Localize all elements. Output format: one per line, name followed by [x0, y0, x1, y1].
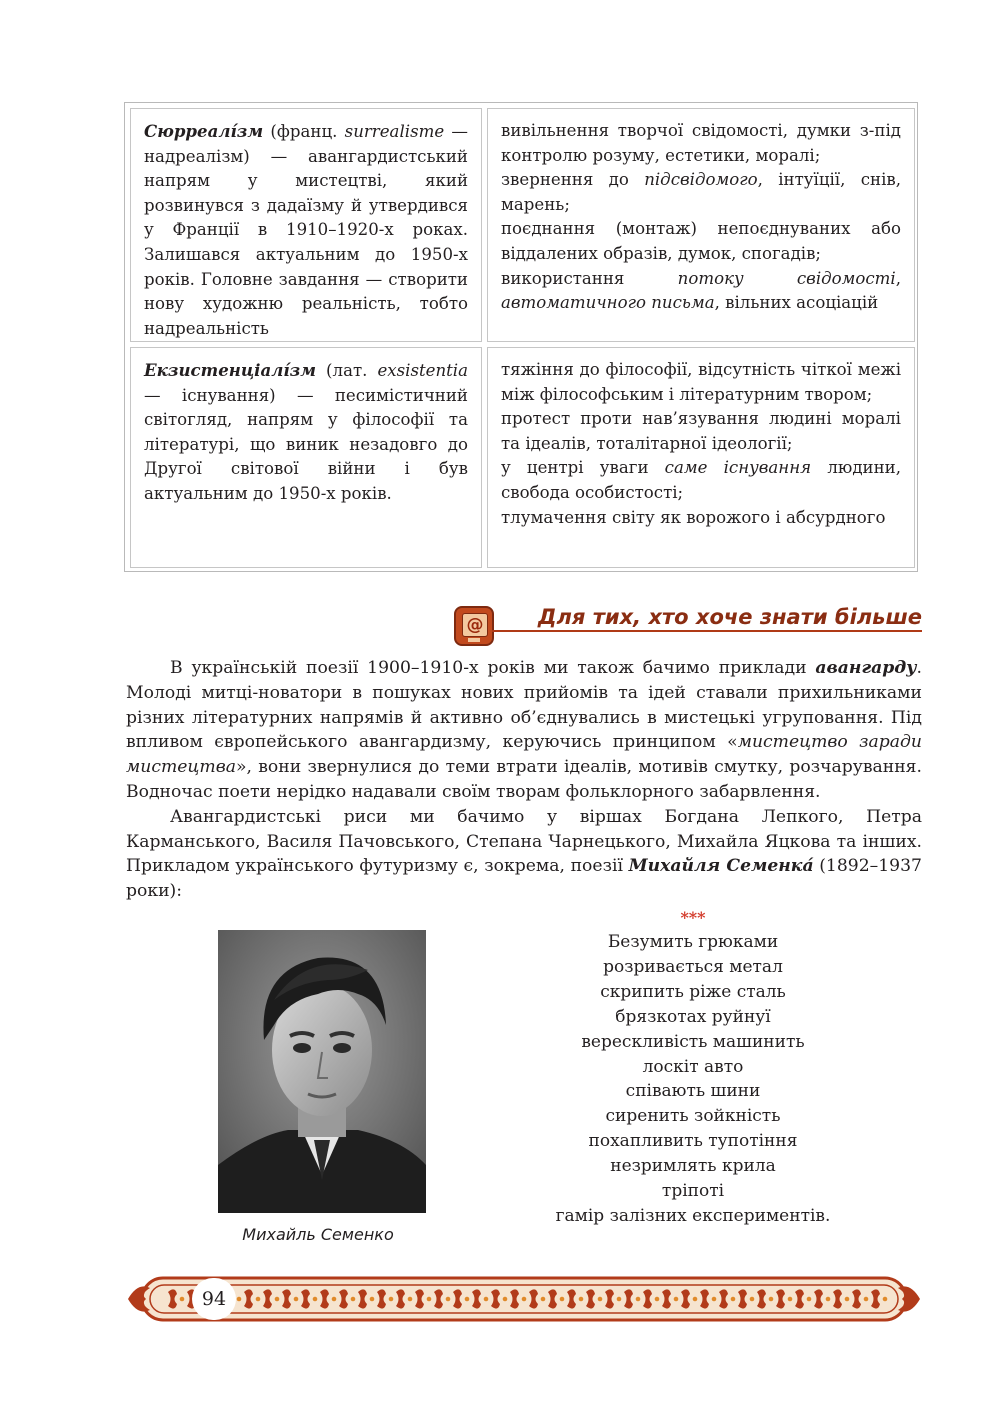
poem-line: тріпоті: [661, 1181, 725, 1202]
poem-line: лоскіт авто: [642, 1056, 744, 1077]
footer-ornament: [124, 1272, 924, 1326]
definition-text: [144, 361, 468, 503]
paragraph: [126, 805, 922, 904]
text-run: у центрі уваги: [501, 458, 665, 478]
text-run: Авангардистські риси ми бачимо у віршах Богдана Лепкого, Петра Карманського, Василя Пачовського, Степана Чарнецького, Михайла Яцкова та інших. Прикладом українського футуризму є, зокрема, поезії: [126, 806, 922, 877]
text-run: авангарду: [815, 658, 917, 678]
text-run: surrealisme: [344, 122, 445, 141]
feature-item: [501, 407, 901, 456]
feature-item: [501, 217, 901, 266]
feature-item: [501, 506, 901, 531]
features-list: [501, 358, 901, 530]
text-run: В українській поезії 1900–1910-х років ми також бачимо приклади: [170, 658, 816, 678]
poem-line: співають шини: [625, 1081, 761, 1102]
text-run: протест проти нав’язування людині моралі та ідеалів, тоталітарної ідеології;: [501, 409, 901, 453]
photo-caption: Михайль Семенко: [242, 1225, 394, 1244]
text-run: саме існування: [664, 458, 812, 478]
poem-line: скрипить ріже сталь: [600, 981, 786, 1002]
feature-item: [501, 456, 901, 505]
heading-underline: [492, 630, 922, 632]
poem-line: похапливить тупотіння: [588, 1131, 798, 1152]
monitor-stand: [468, 638, 480, 642]
poem-stars: ***: [680, 908, 706, 927]
text-run: — існування) — песимістичний світогляд, напрям у філософії та літературі, що виник незадовго до Другої світової війни і був актуальним до 1950-х років.: [144, 385, 468, 503]
table-cell-term-surrealism: [130, 108, 482, 342]
text-run: (франц.: [263, 122, 345, 141]
definition-existentialism: [144, 358, 468, 507]
portrait-image: [218, 930, 426, 1213]
table-cell-term-existentialism: [130, 347, 482, 568]
text-run: ,: [895, 268, 901, 288]
feature-item: [501, 267, 901, 316]
ornament-icon: [124, 1272, 924, 1326]
text-run: автоматичного письма: [501, 293, 715, 313]
definition-text: [144, 122, 468, 338]
poem: [520, 906, 866, 1229]
table-cell-features-surrealism: [487, 108, 915, 342]
text-run: (1892–1937 роки):: [126, 856, 922, 902]
body-text: [126, 656, 922, 904]
at-sign-icon: @: [462, 613, 488, 637]
poem-line: сиренить зойкність: [605, 1106, 781, 1127]
comparison-table: [124, 102, 918, 572]
feature-item: [501, 119, 901, 168]
poem-lines: [520, 930, 866, 1229]
text-run: . Молоді митці-новатори в пошуках нових прийомів та ідей ставали прихильниками різних літературних напрямів й активно об’єднувались в мистецькі угруповання. Під впливом європейського авангардизму, керуючись принципом «: [126, 658, 922, 753]
features-list: [501, 119, 901, 316]
table-cell-features-existentialism: [487, 347, 915, 568]
internet-icon: [454, 606, 494, 646]
text-run: , інтуїції, снів, марень;: [501, 170, 901, 214]
feature-item: [501, 358, 901, 407]
paragraph: [126, 656, 922, 805]
text-run: Михайля Семенка́: [628, 856, 814, 877]
poem-line: верескливість машинить: [581, 1031, 805, 1052]
text-run: — надреалізм) — авангардистський напрям у мистецтві, який розвинувся з дадаїзму й утвердився у Франції в 1910–1920-х роках. Залишався актуальним до 1950-х років. Головне завдання — створити нову художню реальність, тобто надреальність: [144, 122, 468, 338]
text-run: людини, свобода особистості;: [501, 458, 901, 502]
text-run: потоку свідомості: [677, 268, 896, 288]
portrait-photo: [218, 930, 426, 1213]
text-run: підсвідомого: [644, 170, 758, 190]
term-existentialism: Екзистенціалі́зм: [144, 360, 317, 380]
poem-line: гамір залізних експериментів.: [555, 1205, 831, 1226]
text-run: вивільнення творчої свідомості, думки з-під контролю розуму, естетики, моралі;: [501, 121, 901, 165]
text-run: тлумачення світу як ворожого і абсурдного: [501, 507, 886, 527]
text-run: мистецтво заради мистецтва: [126, 732, 922, 778]
poem-line: незримлять крила: [610, 1156, 776, 1177]
text-run: (лат.: [316, 361, 378, 380]
page-number: 94: [192, 1278, 236, 1320]
section-heading: Для тих, хто хоче знати більше: [537, 605, 922, 629]
definition-surrealism: [144, 119, 468, 341]
feature-item: [501, 168, 901, 217]
text-run: тяжіння до філософії, відсутність чіткої межі між філософським і літературним твором;: [501, 360, 901, 404]
text-run: використання: [501, 268, 678, 288]
text-run: поєднання (монтаж) непоєднуваних або віддалених образів, думок, спогадів;: [501, 219, 901, 263]
poem-line: розривається метал: [603, 956, 783, 977]
text-run: , вільних асоціацій: [714, 293, 879, 313]
text-run: », вони звернулися до теми втрати ідеалів, мотивів смутку, розчарування. Водночас поети нерідко надавали своїм творам фольклорного забарвлення.: [126, 757, 922, 802]
term-surrealism: Сюрреалі́зм: [144, 121, 264, 141]
poem-line: брязкотах руйнуї: [615, 1006, 771, 1027]
text-run: exsistentia: [377, 361, 468, 380]
poem-line: Безумить грюками: [607, 932, 779, 952]
text-run: звернення до: [501, 170, 645, 190]
